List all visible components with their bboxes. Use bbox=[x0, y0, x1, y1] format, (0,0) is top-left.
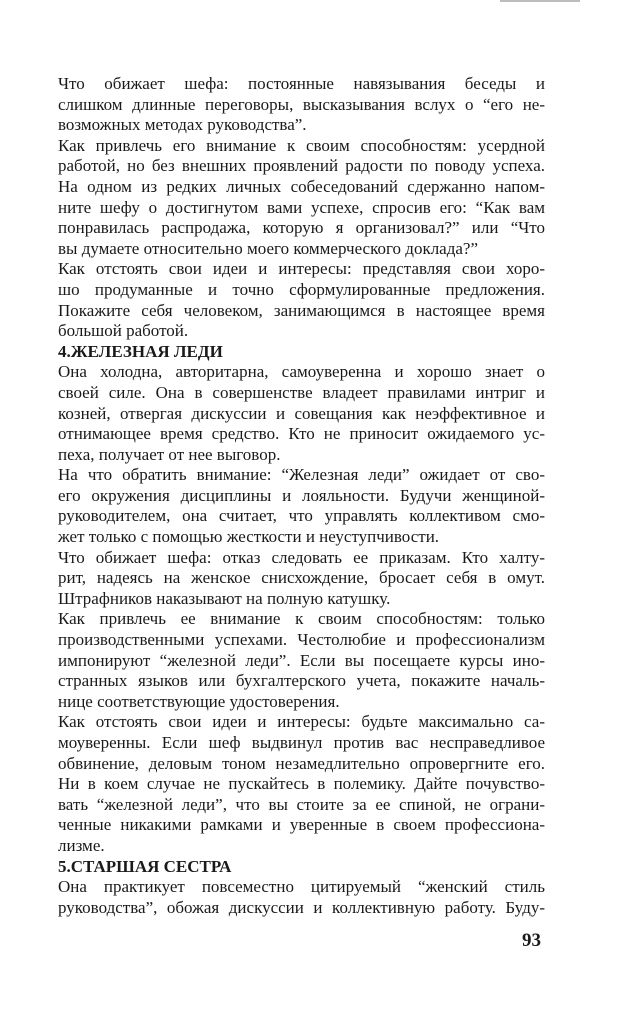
text-line: ните шефу о достигнутом вами успехе, спросив его: “Как вам bbox=[58, 197, 545, 217]
text-line: Штрафников наказывают на полную катушку. bbox=[58, 588, 391, 608]
text-line: большой работой. bbox=[58, 321, 189, 341]
text-line: слишком длинные переговоры, высказывания вслух о “его не- bbox=[58, 94, 545, 114]
text-line: Она холодна, авторитарна, самоуверенна и хорошо знает о bbox=[58, 362, 545, 382]
text-line: Как привлечь ее внимание к своим способностям: только bbox=[58, 609, 545, 629]
text-line: вы думаете относительно моего коммерческого доклада?” bbox=[58, 238, 479, 258]
text-line: шо продуманные и точно сформулированные предложения. bbox=[58, 279, 545, 299]
paragraph bbox=[37, 712, 545, 856]
text-line: странных языков или бухгалтерского учета, покажите началь- bbox=[58, 671, 545, 691]
text-line: На одном из редких личных собеседований сдержанно напом- bbox=[58, 176, 545, 196]
text-line: отнимающее время средство. Кто не приносит ожидаемого ус- bbox=[58, 424, 545, 444]
section-heading: 4.ЖЕЛЕЗНАЯ ЛЕДИ bbox=[58, 341, 223, 361]
text-line: нице соответствующие удостоверения. bbox=[58, 691, 340, 711]
paragraph bbox=[37, 136, 545, 260]
text-line: понравилась распродажа, которую я организовал?” или “Что bbox=[58, 218, 545, 238]
paragraph bbox=[37, 465, 545, 547]
text-line: козней, отвергая дискуссии и совещания как неэффективное и bbox=[58, 403, 545, 423]
text-line: импонируют “железной леди”. Если вы посещаете курсы ино- bbox=[58, 650, 545, 670]
paragraph bbox=[37, 74, 545, 136]
text-line: Как отстоять свои идеи и интересы: представляя свои хоро- bbox=[58, 259, 545, 279]
text-line: Как привлечь его внимание к своим способностям: усердной bbox=[58, 135, 545, 155]
paragraph bbox=[37, 609, 545, 712]
text-line: ченные никакими рамками и уверенные в своем профессиона- bbox=[58, 815, 545, 835]
text-line: своей силе. Она в совершенстве владеет правилами интриг и bbox=[58, 382, 545, 402]
paragraph bbox=[37, 548, 545, 610]
text-line: возможных методах руководства”. bbox=[58, 115, 307, 135]
text-line: работой, но без внешних проявлений радости по поводу успеха. bbox=[58, 156, 545, 176]
text-line: производственными успехами. Честолюбие и профессионализм bbox=[58, 630, 545, 650]
body-text bbox=[37, 74, 545, 918]
text-line: лизме. bbox=[58, 835, 105, 855]
text-line: моуверенны. Если шеф выдвинул против вас несправедливое bbox=[58, 733, 545, 752]
text-line: Она практикует повсеместно цитируемый “женский стиль bbox=[58, 877, 545, 897]
text-line: руководителем, она считает, что управлять коллективом смо- bbox=[58, 506, 545, 526]
text-line: его окружения дисциплины и лояльности. Будучи женщиной- bbox=[58, 485, 545, 505]
text-line: вать “железной леди”, что вы стоите за ее спиной, не ограни- bbox=[58, 794, 545, 814]
text-line: Что обижает шефа: отказ следовать ее приказам. Кто халту- bbox=[58, 547, 545, 567]
paragraph bbox=[37, 362, 545, 465]
text-line: пеха, получает от нее выговор. bbox=[58, 444, 281, 464]
scan-edge-mark bbox=[500, 0, 580, 2]
text-line: Что обижает шефа: постоянные навязывания беседы и bbox=[58, 74, 545, 93]
paragraph bbox=[37, 259, 545, 341]
text-line: На что обратить внимание: “Железная леди” ожидает от сво- bbox=[58, 465, 545, 485]
text-line: жет только с помощью жесткости и неуступчивости. bbox=[58, 527, 440, 547]
text-line: Покажите себя человеком, занимающимся в настоящее время bbox=[58, 300, 545, 320]
text-line: Ни в коем случае не пускайтесь в полемику. Дайте почувство- bbox=[58, 774, 545, 794]
text-line: руководства”, обожая дискуссии и коллективную работу. Буду- bbox=[58, 897, 545, 917]
text-line: рит, надеясь на женское снисхождение, бросает себя в омут. bbox=[58, 568, 545, 588]
section-heading: 5.СТАРШАЯ СЕСТРА bbox=[58, 856, 232, 876]
text-line: обвинение, деловым тоном незамедлительно опровергните его. bbox=[58, 753, 545, 773]
page-number: 93 bbox=[522, 930, 541, 951]
paragraph bbox=[37, 877, 545, 918]
text-line: Как отстоять свои идеи и интересы: будьте максимально са- bbox=[58, 712, 545, 732]
